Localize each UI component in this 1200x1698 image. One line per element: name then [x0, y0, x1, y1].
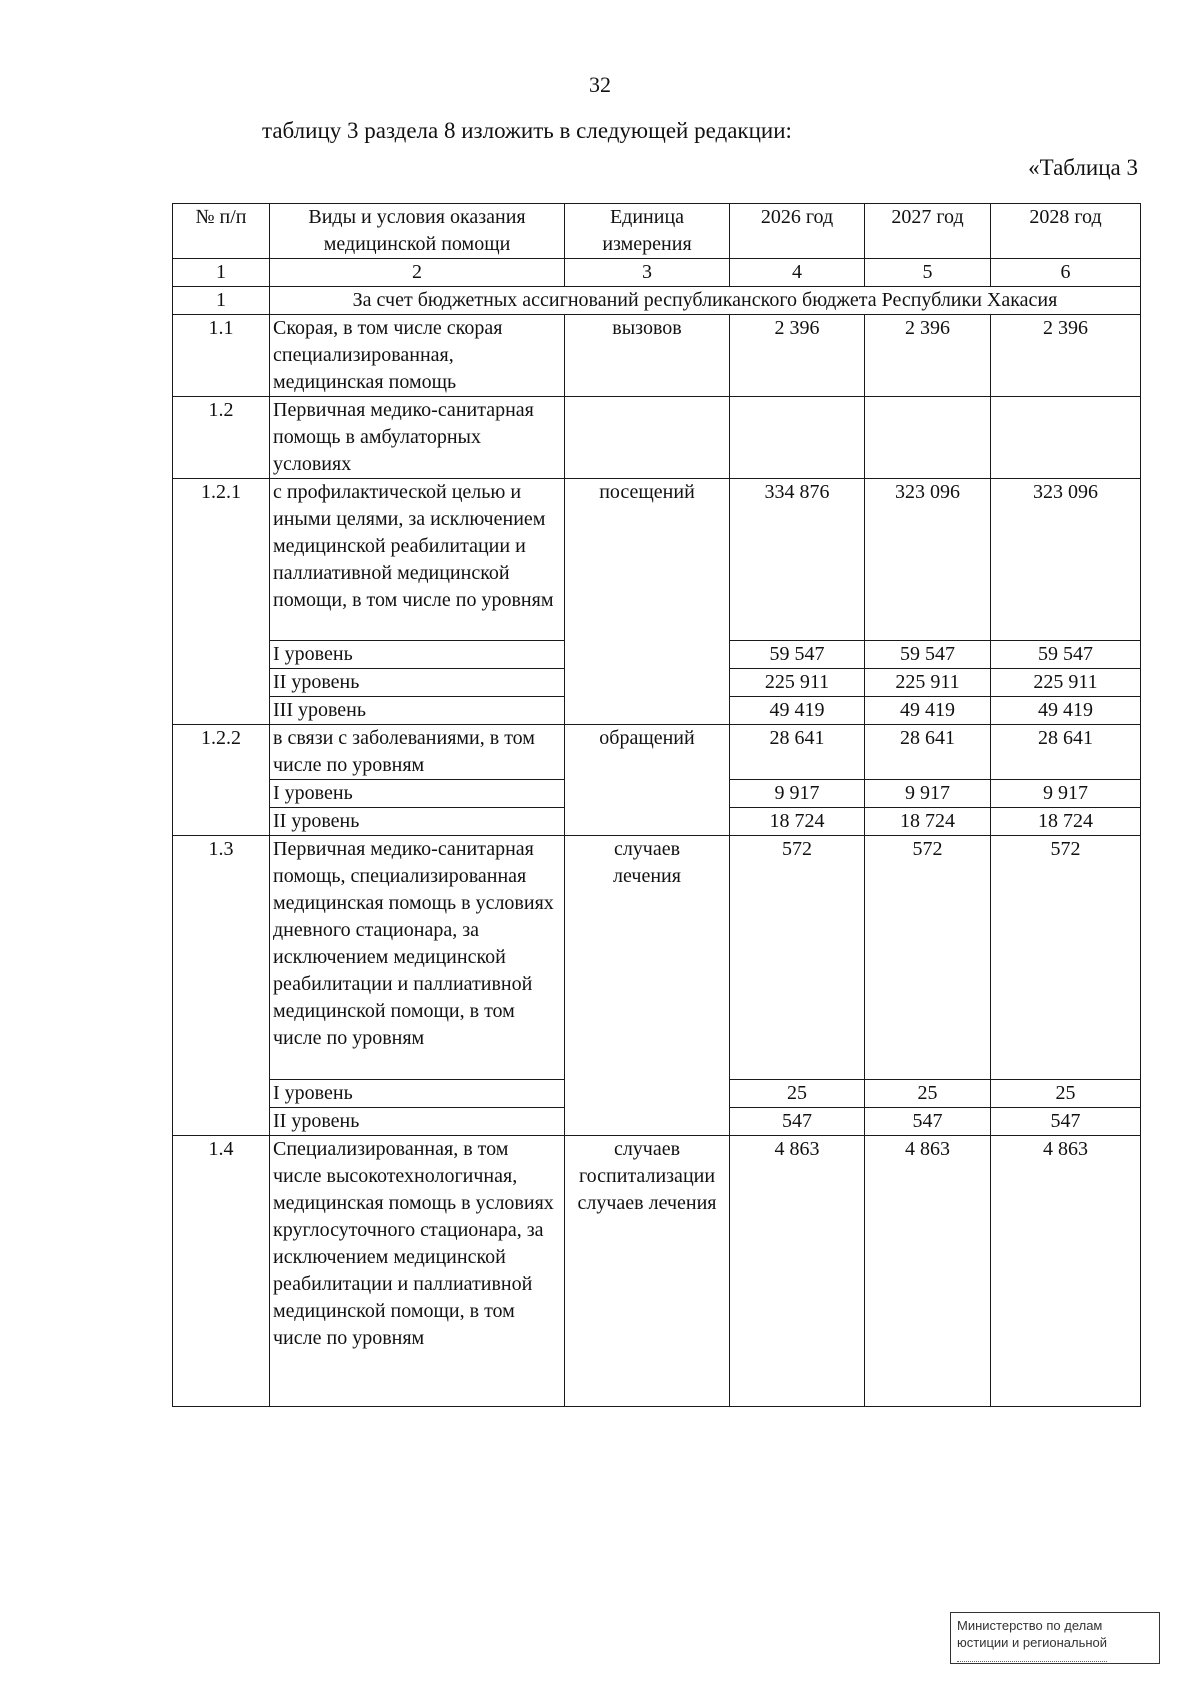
value-2026: 547	[730, 1108, 865, 1136]
value-2027: 28 641	[865, 725, 991, 780]
volume-table	[172, 203, 1141, 1407]
table-row	[173, 315, 1141, 397]
row-num: 1.2.2	[173, 725, 270, 836]
row-num: 1.2	[173, 397, 270, 479]
colnum: 2	[270, 259, 565, 287]
value-2026: 18 724	[730, 808, 865, 836]
header-num: № п/п	[173, 204, 270, 259]
row-unit: случаев лечения	[565, 836, 730, 1136]
value-2027: 225 911	[865, 669, 991, 697]
header-type: Виды и условия оказания медицинской помощи	[270, 204, 565, 259]
row-name: в связи с заболеваниями, в том числе по уровням	[270, 725, 565, 780]
section-num: 1	[173, 287, 270, 315]
level-name: II уровень	[270, 808, 565, 836]
row-unit: обращений	[565, 725, 730, 836]
value-2028: 18 724	[991, 808, 1141, 836]
intro-text: таблицу 3 раздела 8 изложить в следующей редакции:	[262, 118, 792, 143]
colnum: 1	[173, 259, 270, 287]
value-2028: 49 419	[991, 697, 1141, 725]
header-row	[173, 204, 1141, 259]
value-2028: 28 641	[991, 725, 1141, 780]
value-2028: 547	[991, 1108, 1141, 1136]
value-2028: 9 917	[991, 780, 1141, 808]
row-num: 1.4	[173, 1136, 270, 1407]
table-row	[173, 725, 1141, 780]
ministry-stamp	[950, 1612, 1160, 1664]
level-name: III уровень	[270, 697, 565, 725]
stamp-line-1: Министерство по делам	[957, 1618, 1103, 1633]
value-2028: 25	[991, 1080, 1141, 1108]
value-2026: 4 863	[730, 1136, 865, 1407]
value-2027: 18 724	[865, 808, 991, 836]
stamp-line-3	[957, 1653, 1107, 1662]
row-unit: вызовов	[565, 315, 730, 397]
level-name: II уровень	[270, 669, 565, 697]
value-2026: 225 911	[730, 669, 865, 697]
value-2027: 323 096	[865, 479, 991, 641]
row-unit: посещений	[565, 479, 730, 725]
value-2026: 25	[730, 1080, 865, 1108]
value-2028: 4 863	[991, 1136, 1141, 1407]
header-2027: 2027 год	[865, 204, 991, 259]
value-2028: 572	[991, 836, 1141, 1080]
table-row	[173, 1136, 1141, 1407]
value-2027: 49 419	[865, 697, 991, 725]
level-name: I уровень	[270, 780, 565, 808]
colnum: 4	[730, 259, 865, 287]
header-2026: 2026 год	[730, 204, 865, 259]
value-2027: 9 917	[865, 780, 991, 808]
value-2028: 323 096	[991, 479, 1141, 641]
table-caption: «Таблица 3	[1028, 155, 1138, 180]
level-name: I уровень	[270, 641, 565, 669]
table-row	[173, 479, 1141, 641]
section-title: За счет бюджетных ассигнований республиканского бюджета Республики Хакасия	[270, 287, 1141, 315]
value-2028: 2 396	[991, 315, 1141, 397]
value-2026: 334 876	[730, 479, 865, 641]
value-2027: 4 863	[865, 1136, 991, 1407]
row-unit: случаев госпитализации случаев лечения	[565, 1136, 730, 1407]
row-name: с профилактической целью и иными целями, за исключением медицинской реабилитации и паллиативной медицинской помощи, в том числе по уровням	[270, 479, 565, 641]
value-2027: 2 396	[865, 315, 991, 397]
value-2026: 572	[730, 836, 865, 1080]
value-2027: 25	[865, 1080, 991, 1108]
table-row	[173, 397, 1141, 479]
value-2026: 49 419	[730, 697, 865, 725]
value-2027: 59 547	[865, 641, 991, 669]
value-2026: 59 547	[730, 641, 865, 669]
row-name: Первичная медико-санитарная помощь, специализированная медицинская помощь в условиях дневного стационара, за исключением медицинской реабилитации и паллиативной медицинской помощи, в том числе по уровням	[270, 836, 565, 1080]
level-name: I уровень	[270, 1080, 565, 1108]
row-name: Специализированная, в том числе высокотехнологичная, медицинская помощь в условиях круглосуточного стационара, за исключением медицинской реабилитации и паллиативной медицинской помощи, в том числе по уровням	[270, 1136, 565, 1407]
page-number: 32	[589, 72, 611, 97]
empty-cell	[991, 397, 1141, 479]
row-num: 1.1	[173, 315, 270, 397]
row-num: 1.3	[173, 836, 270, 1136]
table-row	[173, 836, 1141, 1080]
level-name: II уровень	[270, 1108, 565, 1136]
colnum: 6	[991, 259, 1141, 287]
row-name: Первичная медико-санитарная помощь в амбулаторных условиях	[270, 397, 565, 479]
value-2026: 9 917	[730, 780, 865, 808]
colnum: 3	[565, 259, 730, 287]
empty-cell	[865, 397, 991, 479]
stamp-line-2: юстиции и региональной	[957, 1635, 1108, 1650]
header-2028: 2028 год	[991, 204, 1141, 259]
value-2026: 2 396	[730, 315, 865, 397]
row-num: 1.2.1	[173, 479, 270, 725]
column-number-row	[173, 259, 1141, 287]
row-name: Скорая, в том числе скорая специализированная, медицинская помощь	[270, 315, 565, 397]
value-2026: 28 641	[730, 725, 865, 780]
empty-cell	[565, 397, 730, 479]
colnum: 5	[865, 259, 991, 287]
value-2028: 225 911	[991, 669, 1141, 697]
value-2027: 572	[865, 836, 991, 1080]
header-unit: Единица измерения	[565, 204, 730, 259]
value-2028: 59 547	[991, 641, 1141, 669]
section-row	[173, 287, 1141, 315]
empty-cell	[730, 397, 865, 479]
value-2027: 547	[865, 1108, 991, 1136]
